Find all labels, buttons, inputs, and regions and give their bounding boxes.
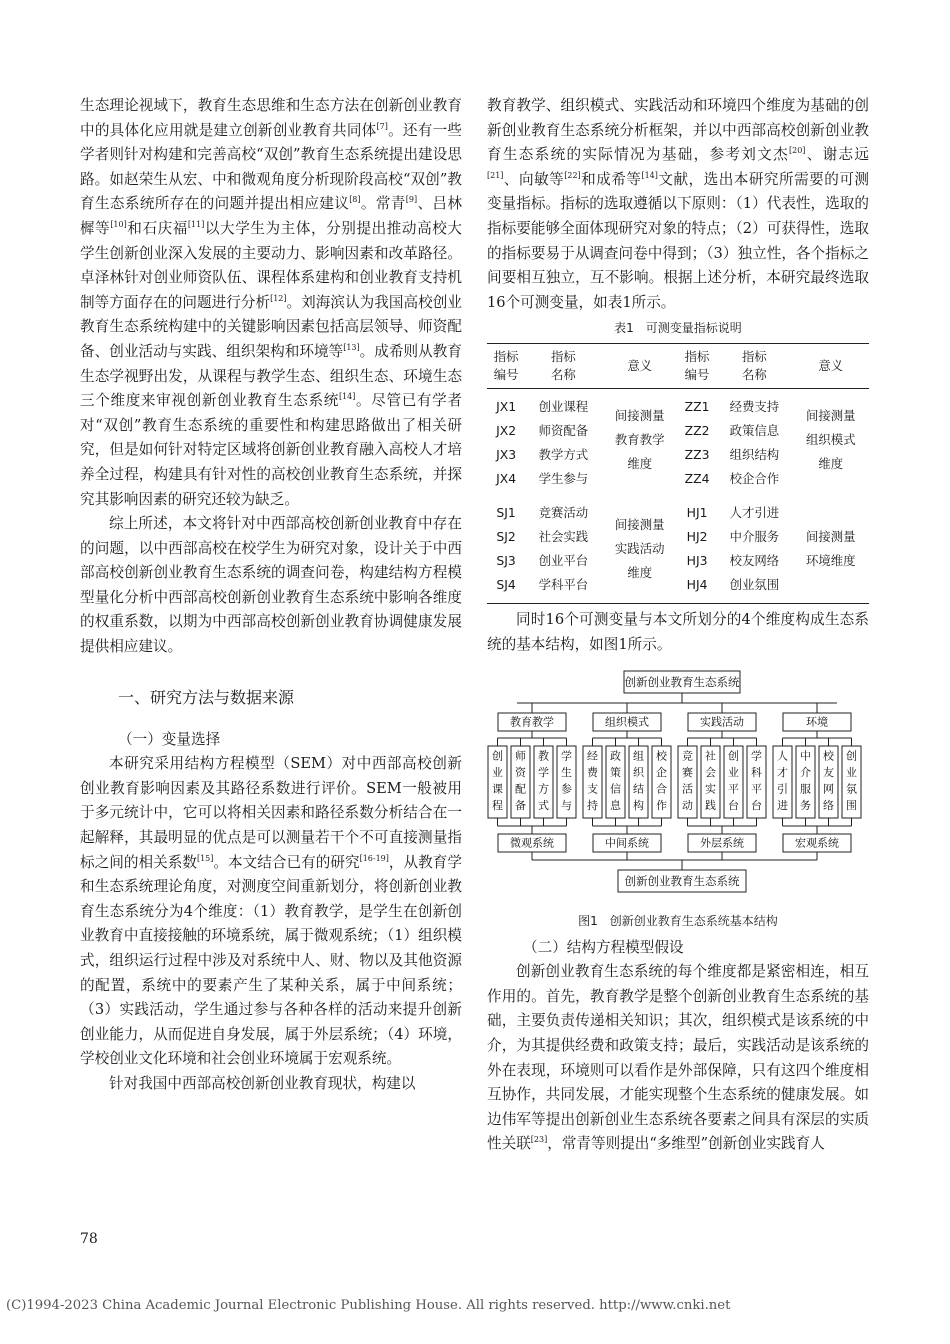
- leaf-label-char: 践: [705, 798, 716, 812]
- leaf-label-char: 平: [728, 782, 739, 796]
- table-cell: SJ2: [496, 529, 516, 545]
- structure-diagram: [487, 668, 869, 910]
- leaf-label-char: 会: [705, 765, 716, 779]
- system-label: 中间系统: [605, 836, 649, 850]
- leaf-label-char: 社: [705, 749, 716, 763]
- table-cell: 学生参与: [538, 471, 589, 487]
- table-cell: 创业氛围: [716, 573, 792, 604]
- leaf-label-char: 织: [633, 765, 644, 779]
- table-header-cell: 指标 名称: [716, 344, 792, 389]
- leaf-label-char: 持: [587, 798, 598, 812]
- table-cell: 中介服务: [729, 529, 780, 545]
- subsection-heading-2: （二）结构方程模型假设: [523, 938, 684, 956]
- leaf-label-char: 作: [656, 798, 667, 812]
- leaf-label-char: 程: [492, 798, 503, 812]
- table-header-cell: 指标 名称: [525, 344, 601, 389]
- leaf-label-char: 赛: [682, 765, 693, 779]
- right-paragraph-1: 教育教学、组织模式、实践活动和环境四个维度为基础的创新创业教育生态系统分析框架，并以中西部高校创新创业教育生态系统的实际情况为基础，参考刘文杰[20]、谢志远[21]、向敏等[22]和成希等[14]文献，选出本研究所需要的可测变量指标。指标的选取遵循以下原则：（1）代表性，选取的指标要能够全面体现研究对象的特点；（2）可获得性，选取的指标要易于从调查问卷中得到；（3）独立性，各个指标之间要相互独立，互不影响。根据上述分析，本研究最终选取16个可测变量，如表1所示。: [487, 97, 869, 311]
- left-column: [80, 94, 462, 1097]
- table-cell: 校友网络: [729, 553, 780, 569]
- table-cell: HJ4: [678, 573, 716, 604]
- leaf-label-char: 参: [561, 782, 572, 796]
- system-label: 微观系统: [510, 836, 554, 850]
- table-cell: 竞赛活动: [538, 505, 589, 521]
- leaf-label-char: 息: [610, 798, 621, 812]
- leaf-label-char: 学: [561, 749, 572, 763]
- table-header-row: [487, 344, 869, 389]
- right-column: [487, 94, 869, 1157]
- leaf-label-char: 资: [515, 765, 526, 779]
- table-cell: 组织结构: [729, 447, 780, 463]
- leaf-label-char: 备: [515, 798, 526, 812]
- leaf-label-char: 网: [823, 782, 834, 796]
- table-cell: ZZ4: [684, 471, 710, 487]
- leaf-label-char: 支: [587, 782, 598, 796]
- system-label: 外层系统: [700, 836, 744, 850]
- leaf-label-char: 学: [751, 749, 762, 763]
- leaf-label-char: 氛: [846, 782, 857, 796]
- leaf-label-char: 动: [682, 798, 693, 812]
- dimension-label: 教育教学: [510, 715, 554, 729]
- left-paragraph-4: 针对我国中西部高校创新创业教育现状，构建以: [109, 1074, 416, 1092]
- leaf-label-char: 校: [823, 749, 834, 763]
- table-cell-meaning: 间接测量 实践活动 维度: [602, 491, 678, 604]
- diagram-root-label: 创新创业教育生态系统: [624, 674, 740, 689]
- table-header-cell: 意义: [602, 344, 678, 389]
- leaf-label-char: 围: [846, 798, 857, 812]
- leaf-label-char: 服: [800, 782, 811, 796]
- leaf-label-char: 校: [656, 749, 667, 763]
- table-cell: JX3: [496, 447, 517, 463]
- leaf-label-char: 学: [538, 765, 549, 779]
- table-cell: HJ1: [686, 505, 708, 521]
- table-cell: ZZ1: [684, 399, 710, 415]
- table-cell: JX2: [496, 423, 517, 439]
- leaf-label-char: 政: [610, 749, 621, 763]
- leaf-label-char: 生: [561, 765, 572, 779]
- table-cell: 教学方式: [538, 447, 589, 463]
- table-header-cell: 指标 编号: [678, 344, 716, 389]
- system-label: 宏观系统: [795, 836, 839, 850]
- leaf-label-char: 务: [800, 798, 811, 812]
- table-cell: SJ3: [496, 553, 516, 569]
- left-paragraph-2: 综上所述，本文将针对中西部高校创新创业教育中存在的问题，以中西部高校在校学生为研究对象，设计关于中西部高校创新创业教育生态系统的调查问卷，构建结构方程模型量化分析中西部高校创新创业教育生态系统中影响各维度的权重系数，以期为中西部高校创新创业教育协调健康发展提供相应建议。: [80, 515, 462, 656]
- table-cell: 人才引进: [729, 505, 780, 521]
- leaf-label-char: 配: [515, 782, 526, 796]
- leaf-label-char: 业: [846, 765, 857, 779]
- copyright-footer: (C)1994-2023 China Academic Journal Electronic Publishing House. All rights reserved. http://www.cnki.net: [6, 1298, 731, 1313]
- table-cell: HJ3: [686, 553, 708, 569]
- table-row: [487, 491, 869, 525]
- leaf-label-char: 课: [492, 782, 503, 796]
- table-cell-meaning: 间接测量 环境维度: [793, 491, 869, 604]
- leaf-label-char: 业: [492, 765, 503, 779]
- table-cell: 创业课程: [538, 399, 589, 415]
- leaf-label-char: 介: [800, 765, 811, 779]
- leaf-label-char: 式: [538, 798, 549, 812]
- leaf-label-char: 方: [538, 782, 549, 796]
- variables-table: [487, 343, 869, 604]
- leaf-label-char: 创: [728, 749, 739, 763]
- table-cell: SJ4: [487, 573, 525, 604]
- leaf-label-char: 创: [492, 749, 503, 763]
- leaf-label-char: 与: [561, 798, 572, 812]
- table-cell: 政策信息: [729, 423, 780, 439]
- subsection-heading: （一）变量选择: [118, 730, 221, 748]
- leaf-label-char: 活: [682, 782, 693, 796]
- leaf-label-char: 信: [610, 782, 621, 796]
- dimension-label: 环境: [806, 715, 828, 729]
- table-cell: ZZ2: [684, 423, 710, 439]
- leaf-label-char: 进: [777, 798, 788, 812]
- table-cell: SJ1: [496, 505, 516, 521]
- table-cell: 社会实践: [538, 529, 589, 545]
- section-heading: 一、研究方法与数据来源: [118, 687, 295, 707]
- leaf-label-char: 合: [656, 782, 667, 796]
- table-cell: JX4: [496, 471, 517, 487]
- table-cell: ZZ3: [684, 447, 710, 463]
- leaf-label-char: 教: [538, 749, 549, 763]
- leaf-label-char: 中: [800, 749, 811, 763]
- leaf-label-char: 实: [705, 782, 716, 796]
- table-cell: 经费支持: [729, 399, 780, 415]
- right-paragraph-2: 同时16个可测变量与本文所划分的4个维度构成生态系统的基本结构，如图1所示。: [487, 611, 869, 653]
- dimension-label: 组织模式: [605, 715, 649, 729]
- left-paragraph-1: 生态理论视域下，教育生态思维和生态方法在创新创业教育中的具体化应用就是建立创新创业教育共同体[7]。还有一些学者则针对构建和完善高校“双创”教育生态系统提出建设思路。如赵荣生从宏、中和微观角度分析现阶段高校“双创”教育生态系统所存在的问题并提出相应建议[8]。常青[9]、吕林樨等[10]和石庆福[11]以大学生为主体，分别提出推动高校大学生创新创业深入发展的主要动力、影响因素和改革路径。卓泽林针对创业师资队伍、课程体系建构和创业教育支持机制等方面存在的问题进行分析[12]。刘海滨认为我国高校创业教育生态系统构建中的关键影响因素包括高层领导、师资配备、创业活动与实践、组织架构和环境等[13]。成希则从教育生态学视野出发，从课程与教学生态、组织生态、环境生态三个维度来审视创新创业教育生态系统[14]。尽管已有学者对“双创”教育生态系统的重要性和构建思路做出了相关研究，但是如何针对特定区域将创新创业教育融入高校人才培养全过程，构建具有针对性的高校创业教育生态系统，并探究其影响因素的研究还较为缺乏。: [80, 97, 462, 508]
- table-cell-meaning: 间接测量 教育教学 维度: [614, 408, 665, 472]
- leaf-label-char: 人: [777, 749, 788, 763]
- table-cell-meaning: 间接测量 组织模式 维度: [806, 408, 856, 472]
- leaf-label-char: 经: [587, 749, 598, 763]
- leaf-label-char: 才: [777, 765, 788, 779]
- dimension-label: 实践活动: [700, 715, 744, 729]
- leaf-label-char: 费: [587, 765, 598, 779]
- leaf-label-char: 络: [823, 798, 834, 812]
- table-cell: JX1: [496, 399, 517, 415]
- leaf-label-char: 友: [823, 765, 834, 779]
- page-number: 78: [80, 1231, 98, 1247]
- diagram-bottom-label: 创新创业教育生态系统: [624, 873, 740, 888]
- table-caption: 表1 可测变量指标说明: [614, 321, 742, 336]
- right-paragraph-3: 创新创业教育生态系统的每个维度都是紧密相连，相互作用的。首先，教育教学是整个创新创业教育生态系统的基础，主要负责传递相关知识；其次，组织模式是该系统的中介，为其提供经费和政策支持；最后，实践活动是该系统的外在表现，环境则可以看作是外部保障，只有这四个维度相互协作，共同发展，才能实现整个生态系统的健康发展。如边伟军等提出创新创业生态系统各要素之间具有深层的实质性关联[23]，常青等则提出“多维型”创新创业实践育人: [487, 963, 869, 1153]
- leaf-label-char: 构: [633, 798, 644, 812]
- leaf-label-char: 组: [633, 749, 644, 763]
- table-cell: 师资配备: [538, 423, 589, 439]
- table-header-cell: 指标 编号: [487, 344, 525, 389]
- table-cell: 创业平台: [538, 553, 589, 569]
- left-paragraph-3: 本研究采用结构方程模型（SEM）对中西部高校创新创业教育影响因素及其路径系数进行评价。SEM一般被用于多元统计中，它可以将相关因素和路径系数分析结合在一起解释，其最明显的优点是可以测量若干个不可直接测量指标之间的相关系数[15]。本文结合已有的研究[16-19]，从教育学和生态系统理论角度，对测度空间重新划分，将创新创业教育生态系统分为4个维度：（1）教育教学，是学生在创新创业教育中直接接触的环境系统，属于微观系统；（1）组织模式，组织运行过程中涉及对系统中人、财、物以及其他资源的配置，系统中的要素产生了某种关系，属于中间系统；（3）实践活动，学生通过参与各种各样的活动来提升创新创业能力，从而促进自身发展，属于外层系统；（4）环境，学校创业文化环境和社会创业环境属于宏观系统。: [80, 755, 462, 1068]
- table-cell: HJ2: [686, 529, 708, 545]
- leaf-label-char: 台: [728, 798, 739, 812]
- leaf-label-char: 引: [777, 782, 788, 796]
- leaf-label-char: 企: [656, 765, 667, 779]
- table-row: [487, 389, 869, 420]
- leaf-label-char: 平: [751, 782, 762, 796]
- leaf-label-char: 结: [633, 782, 644, 796]
- table-header-cell: 意义: [793, 344, 869, 389]
- leaf-label-char: 创: [846, 749, 857, 763]
- leaf-label-char: 策: [610, 765, 621, 779]
- figure-caption: 图1 创新创业教育生态系统基本结构: [578, 913, 778, 928]
- leaf-label-char: 竞: [682, 749, 693, 763]
- table-cell: 校企合作: [729, 471, 780, 487]
- leaf-label-char: 业: [728, 765, 739, 779]
- leaf-label-char: 师: [515, 749, 526, 763]
- leaf-label-char: 科: [751, 765, 762, 779]
- leaf-label-char: 台: [751, 798, 762, 812]
- table-cell: 学科平台: [525, 573, 601, 604]
